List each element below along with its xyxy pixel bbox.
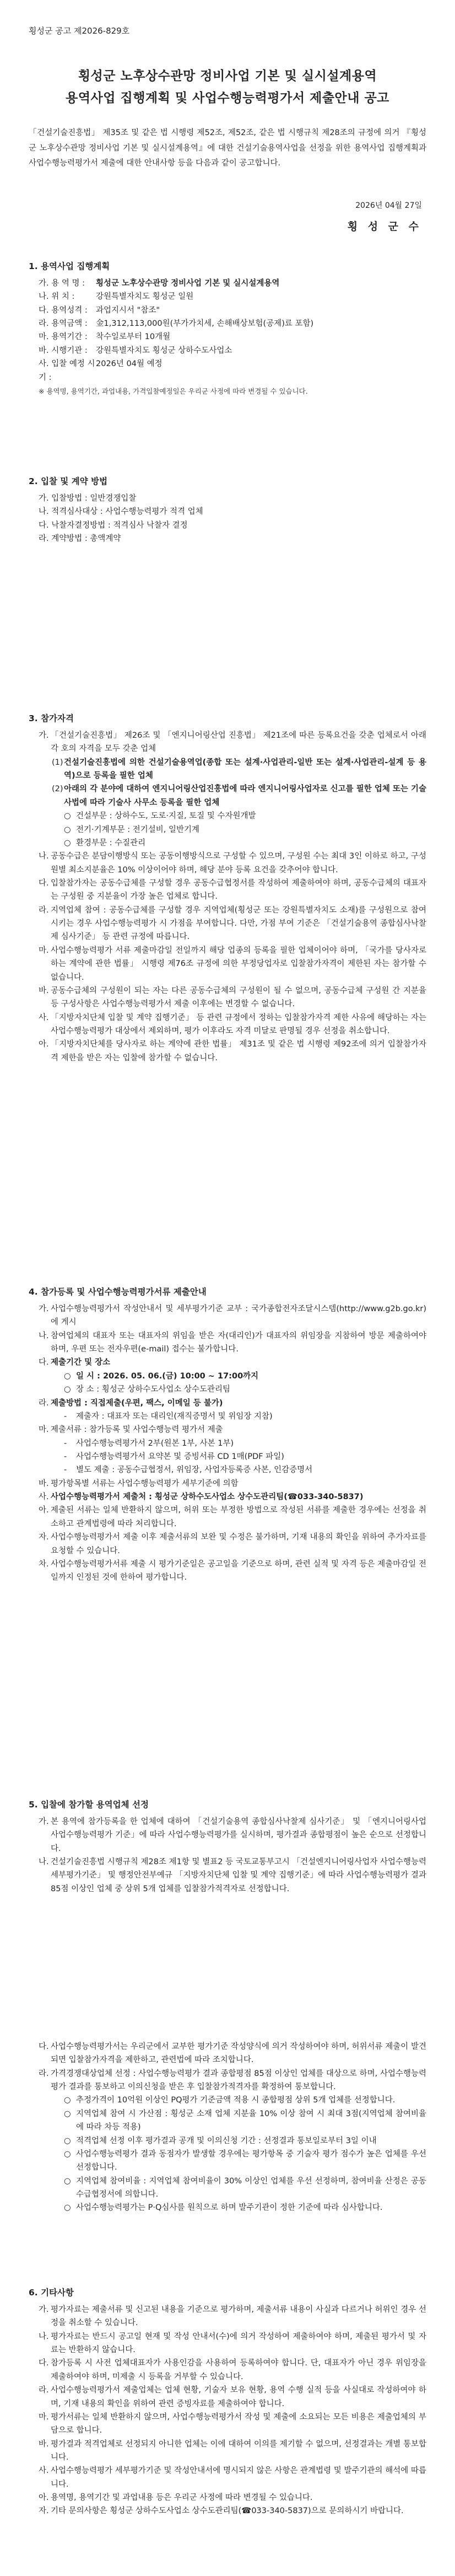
list-marker: 아. [39, 1040, 49, 1049]
list-text: 공동수급은 분담이행방식 또는 공동이행방식으로 구성할 수 있으며, 구성원 수는 최대 3인 이하로 하고, 구성원별 최소지분율은 10% 이상이어야 하며, 해당 분야 등록 요건을 갖추어야 합니다. [51, 852, 426, 874]
list-item [29, 823, 426, 836]
list-item [29, 2504, 426, 2518]
list-marker: 자. [39, 2507, 49, 2516]
list-text: 사업수행능력평가서 작성안내서 및 세부평가기준 교부 : 국가종합전자조달시스템(http://www.g2b.go.kr)에 게시 [51, 1305, 426, 1327]
list-item [29, 836, 426, 850]
list-text: 지역업체 참여비율 : 지역업체 참여비율이 30% 이상인 업체를 우선 선정하며, 참여비율 산정은 공동수급협정서에 의합니다. [76, 2176, 426, 2199]
list-text: 환경부문 : 수질관리 [76, 838, 146, 847]
list-marker: ○ [64, 1385, 71, 1394]
list-marker: 다. [39, 878, 49, 888]
section-note: ※ 용역명, 용역기간, 과업내용, 가격입찰예정일은 우리군 사정에 따라 변경될 수 있습니다. [39, 387, 308, 395]
list-item [29, 2148, 426, 2175]
list-marker: 나. [39, 852, 49, 861]
section-title: 3. 참가자격 [29, 713, 74, 723]
list-marker: 사. [39, 1013, 49, 1022]
list-item [29, 2134, 426, 2148]
list-item [29, 1383, 426, 1396]
list-text: 건설부문 : 상하수도, 도로·지질, 토질 및 수자원개발 [76, 812, 256, 821]
list-text: 건설기술진흥법에 의한 건설기술용역업(종합 또는 설계·사업관리-일반 또는 설계·사업관리-설계 등 용역)으로 등록을 필한 업체 [64, 758, 426, 781]
bid-method-item: 다. 낙찰자결정방법 : 적격심사 낙찰자 결정 [39, 520, 188, 530]
list-item [29, 2201, 426, 2214]
list-item [29, 2491, 426, 2504]
plan-row-label: 라. 용역금액 : [39, 319, 88, 329]
list-item [29, 2040, 426, 2067]
list-text: 사업수행능력평가서 제출처 : 횡성군 상하수도사업소 상수도관리팀(☎033-340-5837) [51, 1493, 364, 1502]
plan-row [29, 304, 426, 317]
list-item [29, 809, 426, 823]
list-marker: 바. [39, 1479, 49, 1488]
list-text: 평가결과 적격업체로 선정되지 아니한 업체는 이에 대하여 이의를 제기할 수 없으며, 선정결과는 개별 통보합니다. [51, 2439, 426, 2462]
section-title: 6. 기타사항 [29, 2288, 74, 2298]
list-marker: 마. [39, 946, 49, 955]
plan-row-label: 가. 용 역 명 : [39, 279, 85, 288]
list-text: 사업수행능력평가서 요약본 및 증빙서류 CD 1매(PDF 파일) [76, 1452, 284, 1461]
list-text: 적격업체 선정 이후 평가결과 공개 및 이의신청 기간 : 선정결과 통보일로부터 3일 이내 [76, 2136, 377, 2145]
title-line-1: 횡성군 노후상수관망 정비사업 기본 및 실시설계용역 [78, 69, 377, 83]
section-bid-method [29, 474, 426, 545]
list-text: 「건설기술진흥법」 제26조 및 「엔지니어링산업 진흥법」 제21조에 따른 등록요건을 갖춘 업체로서 아래 각 호의 자격을 모두 갖춘 업체 [51, 731, 426, 754]
list-marker: 바. [39, 2439, 49, 2449]
list-marker: - [64, 1452, 67, 1461]
list-text: 사업수행능력평가서는 우리군에서 교부한 평가기준 작성양식에 의거 작성하여야 하며, 허위서류 제출이 발견되면 입찰참가자격을 제한하고, 관련법에 따라 조치합니다. [51, 2042, 426, 2065]
list-item [29, 1531, 426, 1558]
list-marker: ○ [64, 812, 71, 821]
list-item [29, 1815, 426, 1855]
list-item [29, 2107, 426, 2134]
list-text: 제출서류 : 참가등록 및 사업수행능력 평가서 제출 [51, 1425, 223, 1435]
list-marker: ○ [64, 2109, 71, 2118]
list-text: 사업수행능력평가서 제출 이후 제출서류의 보완 및 수정은 불가하며, 기재 내용의 확인을 위하여 추가자료를 요청할 수 있습니다. [51, 1533, 426, 1555]
list-item [29, 2175, 426, 2202]
list-text: 평가자료는 반드시 공고일 현재 및 작성 안내서(수)에 의거 작성하여 제출하여야 하며, 제출된 평가서 및 자료는 반환하지 않습니다. [51, 2332, 426, 2355]
list-marker: 아. [39, 1506, 49, 1515]
list-marker: 마. [39, 2412, 49, 2422]
section-title: 4. 참가등록 및 사업수행능력평가서류 제출안내 [29, 1287, 207, 1297]
list-marker: 다. [39, 2359, 49, 2368]
list-marker: ○ [64, 2149, 71, 2159]
plan-row-value: 강원특별자치도 횡성군 일원 [96, 292, 194, 302]
list-text: 참가등록 시 사전 업체대표자가 사용인감을 사용하여 등록하여야 합니다. 단, 대표자가 아닌 경우 위임장을 제출하여야 하며, 미제출 시 등록을 거부할 수 있습니다. [51, 2359, 426, 2381]
list-text: 장 소 : 횡성군 상하수도사업소 상수도관리팀 [76, 1385, 231, 1394]
notice-title [0, 65, 455, 110]
list-item [29, 2357, 426, 2384]
plan-row [29, 317, 426, 330]
list-item [29, 2411, 426, 2438]
list-item [29, 1038, 426, 1065]
list-text: 지역업체 참여 시 가산점 : 횡성군 소재 업체 지분율 10% 이상 참여 시 최대 3점(지역업체 참여비율에 따라 차등 적용) [76, 2109, 426, 2132]
section-submission [29, 1285, 426, 1585]
list-marker: 라. [39, 2069, 49, 2078]
list-item [29, 729, 426, 756]
list-text: 용역명, 용역기간 및 과업내용 등은 우리군 사정에 따라 변경될 수 있습니다. [51, 2493, 313, 2503]
plan-row-label: 사. 입찰 예정 시기 : [39, 359, 95, 382]
list-text: 사업수행능력평가 세부평가기준 및 작성안내서에 명시되지 않은 사항은 관계법령 및 발주기관의 해석에 따릅니다. [51, 2466, 426, 2489]
list-text: 평가항목별 서류는 사업수행능력평가 세부기준에 의함 [51, 1479, 239, 1488]
list-item [29, 1855, 426, 1896]
plan-row-label: 나. 위 치 : [39, 292, 75, 302]
list-item [29, 1397, 426, 1410]
plan-row [29, 344, 426, 357]
list-item [29, 2464, 426, 2491]
list-marker: 다. [39, 1358, 49, 1367]
plan-row-label: 마. 용역기간 : [39, 332, 88, 342]
list-text: 입찰참가자는 공동수급체를 구성할 경우 공동수급협정서를 작성하여 제출하여야 하며, 공동수급체의 대표자는 구성원 중 지분율이 가장 높은 업체로 합니다. [51, 878, 426, 901]
list-item [29, 1329, 426, 1356]
list-marker: - [64, 1439, 67, 1448]
list-text: 평가서류는 일체 반환하지 않으며, 사업수행능력평가서 작성 및 제출에 소요되는 모든 비용은 제출업체의 부담으로 합니다. [51, 2412, 426, 2435]
issuer: 횡 성 군 수 [347, 221, 422, 233]
plan-row [29, 277, 426, 290]
list-item [29, 1463, 426, 1477]
list-marker: ○ [64, 825, 71, 834]
plan-row [29, 290, 426, 303]
list-text: 지역업체 참여 : 공동수급체를 구성할 경우 지역업체(횡성군 또는 강원특별자치도 소재)를 구성원으로 참여시키는 경우 사업수행능력평가 시 가점을 부여합니다. 다만, 가점 부여 기준은 「건설기술용역 종합심사낙찰제 심사기준」 등 관련 규정에 따릅니다. [51, 905, 426, 942]
list-text: 일 시 : 2026. 05. 06.(금) 10:00 ~ 17:00까지 [76, 1371, 259, 1381]
section-title: 1. 용역사업 집행계획 [29, 261, 110, 271]
plan-row-value: 과업지시서 "참조" [96, 305, 160, 315]
list-text: 별도 제출 : 공동수급협정서, 위임장, 사업자등록증 사본, 인감증명서 [76, 1466, 313, 1475]
list-text: 사업수행능력평가서 제출업체는 업체 현황, 기술자 보유 현황, 용역 수행 실적 등을 사실대로 작성하여야 하며, 기재 내용의 확인을 위하여 관련 증빙자료를 제출하여야 합니다. [51, 2386, 426, 2408]
list-item [29, 1302, 426, 1329]
list-marker: ○ [64, 838, 71, 847]
list-text: 본 용역에 참가등록을 한 업체에 대하여 「건설기술용역 종합심사낙찰제 심사기준」 및 「엔지니어링사업 사업수행능력평가 기준」에 따라 사업수행능력평가를 실시하며, 평가결과 종합평점이 높은 순으로 선정합니다. [51, 1817, 426, 1853]
list-item [29, 944, 426, 984]
list-marker: ○ [64, 2136, 71, 2145]
list-text: 추정가격이 10억원 이상인 PQ평가 기준금액 적용 시 종합평점 상위 5개 업체를 선정합니다. [76, 2096, 396, 2105]
bid-method-item: 가. 입찰방법 : 일반경쟁입찰 [39, 494, 137, 503]
list-marker: 사. [39, 2466, 49, 2476]
plan-row [29, 330, 426, 344]
list-text: 제출기간 및 장소 [51, 1358, 111, 1367]
list-item [29, 2067, 426, 2094]
list-marker: 라. [39, 905, 49, 915]
plan-row-value: 착수일로부터 10개월 [96, 332, 171, 342]
list-text: 사업수행능력평가 결과 동점자가 발생할 경우에는 평가항목 중 기술자 평가 점수가 높은 업체를 우선 선정합니다. [76, 2149, 426, 2172]
list-text: 전기·기계부문 : 전기설비, 일반기계 [76, 825, 200, 834]
section-selection-continued [29, 2040, 426, 2215]
list-item [29, 1410, 426, 1423]
list-item [29, 2094, 426, 2107]
list-item [29, 1437, 426, 1450]
list-item [29, 1011, 426, 1038]
list-text: 사업수행능력평가는 P·Q심사를 원칙으로 하며 발주기관이 정한 기준에 따라 심사합니다. [76, 2203, 383, 2213]
list-marker: 사. [39, 1493, 49, 1502]
list-marker: 다. [39, 2042, 49, 2051]
plan-row-label: 다. 용역성격 : [39, 305, 88, 315]
bid-method-item: 라. 계약방법 : 총액계약 [39, 534, 121, 544]
list-item [29, 1490, 426, 1504]
list-marker: 가. [39, 1817, 49, 1827]
list-marker: 나. [39, 1331, 49, 1340]
intro-paragraph: 「건설기술진흥법」 제35조 및 같은 법 시행령 제52조, 제52조, 같은 법 시행규칙 제28조의 규정에 의거 『횡성군 노후상수관망 정비사업 기본 및 실시설계용역』에 대한 건설기술용역사업을 선정을 위한 용역사업 집행계획과 사업수행능력평가서 제출에 대한 안내사항 등을 다음과 같이 공고합니다. [29, 128, 426, 168]
list-text: 제출된 서류는 일체 반환하지 않으며, 허위 또는 부정한 방법으로 작성된 서류를 제출한 경우에는 선정을 취소하고 관계법령에 따라 처리합니다. [51, 1506, 426, 1528]
list-item [29, 2438, 426, 2465]
list-text: 공동수급체의 구성원이 되는 자는 다른 공동수급체의 구성원이 될 수 없으며, 공동수급체 구성원 간 지분율 등 구성사항은 사업수행능력평가서 제출 이후에는 변경할 수 없습니다. [51, 986, 426, 1009]
list-marker: 아. [39, 2493, 49, 2503]
title-line-2: 용역사업 집행계획 및 사업수행능력평가서 제출안내 공고 [66, 91, 389, 106]
list-item [29, 2330, 426, 2357]
list-marker: - [64, 1466, 67, 1475]
list-item [29, 1450, 426, 1463]
section-selection [29, 1797, 426, 1896]
list-item [29, 2303, 426, 2330]
list-marker: ○ [64, 2203, 71, 2213]
list-text: 아래의 각 분야에 대하여 엔지니어링산업진흥법에 따라 엔지니어링사업자로 신고를 필한 업체 또는 기술사법에 따라 기술사 사무소 등록을 필한 업체 [64, 785, 426, 807]
list-text: 「지방자치단체 입찰 및 계약 집행기준」 등 관련 규정에서 정하는 입찰참가자격 제한 사유에 해당하는 자는 사업수행능력평가 대상에서 제외하며, 평가 이후라도 자격 미달로 판명될 경우 선정을 취소합니다. [51, 1013, 426, 1035]
list-text: 사업수행능력평가서 2부(원본 1부, 사본 1부) [76, 1439, 234, 1448]
plan-row-value: 횡성군 노후상수관망 정비사업 기본 및 실시설계용역 [96, 279, 280, 288]
list-text: 기타 문의사항은 횡성군 상하수도사업소 상수도관리팀(☎033-340-5837)으로 문의하시기 바랍니다. [51, 2507, 404, 2516]
section-project-plan [29, 259, 426, 397]
list-marker: ○ [64, 1371, 71, 1381]
list-marker: 차. [39, 1559, 49, 1569]
list-item [29, 1423, 426, 1436]
section-title: 5. 입찰에 참가할 용역업체 선정 [29, 1800, 149, 1810]
notice-date: 2026년 04월 27일 [355, 201, 422, 210]
list-marker: - [64, 1412, 67, 1421]
list-text: 가격경쟁대상업체 선정 : 사업수행능력평가 결과 종합평점 85점 이상인 업체를 대상으로 하며, 사업수행능력평가 결과를 통보하고 이의신청을 받은 후 입찰참가적격자를 확정하여 통보합니다. [51, 2069, 426, 2092]
bid-method-item: 나. 적격심사대상 : 사업수행능력평가 적격 업체 [39, 507, 203, 517]
list-text: 사업수행능력평가 서류 제출마감일 전일까지 해당 업종의 등록을 필한 업체이어야 하며, 「국가를 당사자로 하는 계약에 관한 법률」 시행령 제76조 규정에 의한 부정당업자로 입찰참가자격이 제한된 자는 참가할 수 없습니다. [51, 946, 426, 982]
list-marker: (2) [52, 785, 63, 794]
list-item [29, 1370, 426, 1383]
list-item [29, 1558, 426, 1585]
plan-row-value: 金1,312,113,000원(부가가치세, 손해배상보험(공제)료 포함) [96, 319, 314, 329]
list-item [29, 782, 426, 809]
list-marker: (1) [52, 758, 63, 767]
list-marker: 자. [39, 1533, 49, 1542]
list-item [29, 1356, 426, 1369]
list-marker: 나. [39, 2332, 49, 2341]
list-text: 사업수행능력평가서류 제출 시 평가기준일은 공고일을 기준으로 하며, 관련 실적 및 자격 등은 제출마감일 전일까지 인정된 것에 한하여 평가합니다. [51, 1559, 426, 1582]
list-marker: 마. [39, 1425, 49, 1435]
list-item [29, 984, 426, 1011]
notice-number: 횡성군 공고 제2026-829호 [29, 26, 130, 36]
list-marker: ○ [64, 2096, 71, 2105]
list-text: 평가자료는 제출서류 및 신고된 내용을 기준으로 평가하며, 제출서류 내용이 사실과 다르거나 허위인 경우 선정을 취소할 수 있습니다. [51, 2305, 426, 2328]
list-item [29, 904, 426, 944]
list-marker: 나. [39, 1858, 49, 1867]
list-marker: 바. [39, 986, 49, 995]
list-item [29, 2384, 426, 2411]
list-text: 건설기술진흥법 시행규칙 제28조 제1항 및 별표2 등 국토교통부고시 「건설엔지니어링사업자 사업수행능력 세부평가기준」 및 행정안전부예규 「지방자치단체 입찰 및 계약 집행기준」에 따라 사업수행능력평가 결과 85점 이상인 업체 중 상위 5개 업체를 입찰참가적격자로 선정합니다. [51, 1858, 426, 1893]
list-text: 참여업체의 대표자 또는 대표자의 위임을 받은 자(대리인)가 대표자의 위임장을 지참하여 방문 제출하여야 하며, 우편 또는 전자우편(e-mail) 접수는 불가합니다. [51, 1331, 426, 1354]
section-title: 2. 입찰 및 계약 방법 [29, 476, 108, 486]
plan-row-value: 2026년 04월 예정 [96, 359, 162, 369]
section-other [29, 2285, 426, 2518]
section-eligibility [29, 711, 426, 1065]
list-item [29, 877, 426, 904]
list-marker: 라. [39, 2386, 49, 2395]
list-text: 제출방법 : 직접제출(우편, 팩스, 이메일 등 불가) [51, 1398, 223, 1408]
plan-row [29, 357, 426, 384]
plan-row-value: 강원특별자치도 횡성군 상하수도사업소 [96, 346, 232, 355]
list-text: 「지방자치단체를 당사자로 하는 계약에 관한 법률」 제31조 및 같은 법 시행령 제92조에 의거 입찰참가자격 제한을 받은 자는 입찰에 참가할 수 없습니다. [51, 1040, 426, 1062]
list-item [29, 850, 426, 877]
list-item [29, 1477, 426, 1490]
plan-row-label: 바. 시행기관 : [39, 346, 88, 355]
list-marker: 가. [39, 731, 49, 740]
list-marker: 가. [39, 1305, 49, 1314]
list-marker: ○ [64, 2176, 71, 2186]
list-marker: 가. [39, 2305, 49, 2315]
list-text: 제출자 : 대표자 또는 대리인(재직증명서 및 위임장 지참) [76, 1412, 273, 1421]
list-marker: 라. [39, 1398, 49, 1408]
list-item [29, 756, 426, 783]
list-item [29, 1504, 426, 1531]
